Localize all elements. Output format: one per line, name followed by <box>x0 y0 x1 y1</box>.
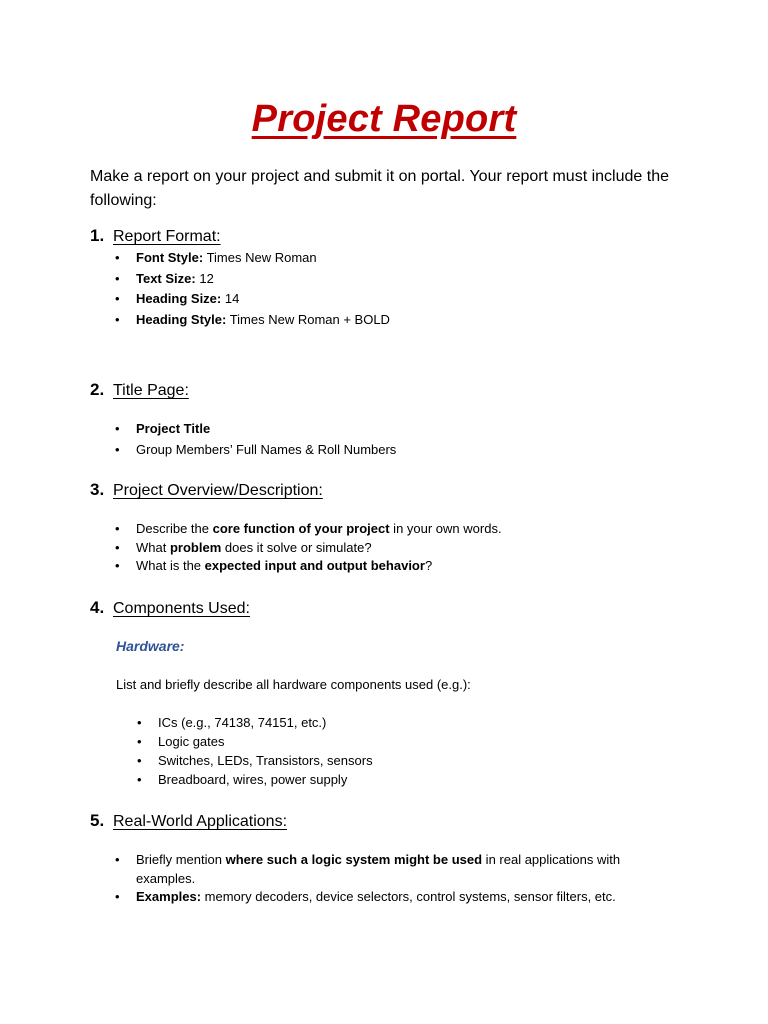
item-text: Project Title <box>136 421 211 436</box>
item-text: Briefly mention <box>136 852 226 867</box>
project-overview-list <box>112 520 502 576</box>
item-label: Text Size: <box>136 270 196 286</box>
item-label: Heading Style: <box>136 311 227 327</box>
item-text: Logic gates <box>158 734 225 749</box>
section-title: Project Overview/Description: <box>113 482 323 499</box>
section-number: 1. <box>90 226 105 245</box>
item-text: Switches, LEDs, Transistors, sensors <box>158 753 373 768</box>
item-emphasis: where such a logic system might be used <box>225 852 483 867</box>
item-emphasis: expected input and output behavior <box>204 558 425 573</box>
item-emphasis: core function of your project <box>212 521 390 536</box>
list-item <box>112 539 502 558</box>
hardware-description: List and briefly describe all hardware components used (e.g.): <box>116 677 471 692</box>
section-title: Title Page: <box>113 382 189 399</box>
list-item <box>134 713 373 732</box>
hardware-components-list <box>134 713 373 789</box>
item-value: Times New Roman + BOLD <box>229 311 390 327</box>
list-item <box>134 751 373 770</box>
list-item <box>112 289 390 310</box>
section-heading-project-overview <box>90 479 323 502</box>
real-world-applications-list <box>112 851 652 907</box>
page-title: Project Report <box>251 98 517 140</box>
item-emphasis: problem <box>169 539 222 555</box>
section-heading-real-world-applications <box>90 810 287 833</box>
section-number: 3. <box>90 480 105 499</box>
item-text: in your own words. <box>389 521 502 536</box>
list-item <box>112 440 396 461</box>
item-text: does it solve or simulate? <box>221 539 372 555</box>
list-item <box>134 770 373 789</box>
section-title: Real-World Applications: <box>113 813 288 830</box>
section-heading-components-used <box>90 597 250 620</box>
item-text: Group Members’ Full Names & Roll Numbers <box>136 441 397 457</box>
item-text: Describe the <box>136 521 213 536</box>
item-value: 12 <box>199 270 214 286</box>
item-label: Font Style: <box>136 250 204 265</box>
hardware-subheading: Hardware: <box>116 638 185 654</box>
item-label: Heading Size: <box>136 291 222 306</box>
list-item <box>112 520 502 539</box>
list-item <box>112 851 652 888</box>
section-title: Components Used: <box>113 600 250 617</box>
report-format-list <box>112 248 390 330</box>
item-text: Breadboard, wires, power supply <box>158 772 348 787</box>
item-text: ICs (e.g., 74138, 74151, etc.) <box>158 715 327 730</box>
section-heading-report-format <box>90 225 221 248</box>
section-number: 5. <box>90 811 105 830</box>
list-item <box>112 248 390 269</box>
list-item <box>112 269 390 290</box>
section-number: 2. <box>90 380 105 399</box>
item-label: Examples: <box>136 889 202 904</box>
item-text: What <box>136 539 170 555</box>
item-text: in real applications with examples. <box>136 852 621 886</box>
section-title: Report Format: <box>113 228 221 245</box>
item-value: 14 <box>224 291 240 306</box>
list-item <box>112 419 396 440</box>
item-value: Times New Roman <box>206 250 317 265</box>
section-heading-title-page <box>90 379 189 402</box>
list-item <box>134 732 373 751</box>
title-page-list <box>112 419 396 460</box>
section-number: 4. <box>90 598 105 617</box>
list-item <box>112 310 390 331</box>
item-text: What is the <box>136 558 205 573</box>
item-text: ? <box>424 558 433 573</box>
list-item <box>112 557 502 576</box>
intro-paragraph: Make a report on your project and submit it on portal. Your report must include the following: <box>90 168 669 209</box>
list-item <box>112 888 652 907</box>
item-value: memory decoders, device selectors, control systems, sensor filters, etc. <box>201 889 616 904</box>
